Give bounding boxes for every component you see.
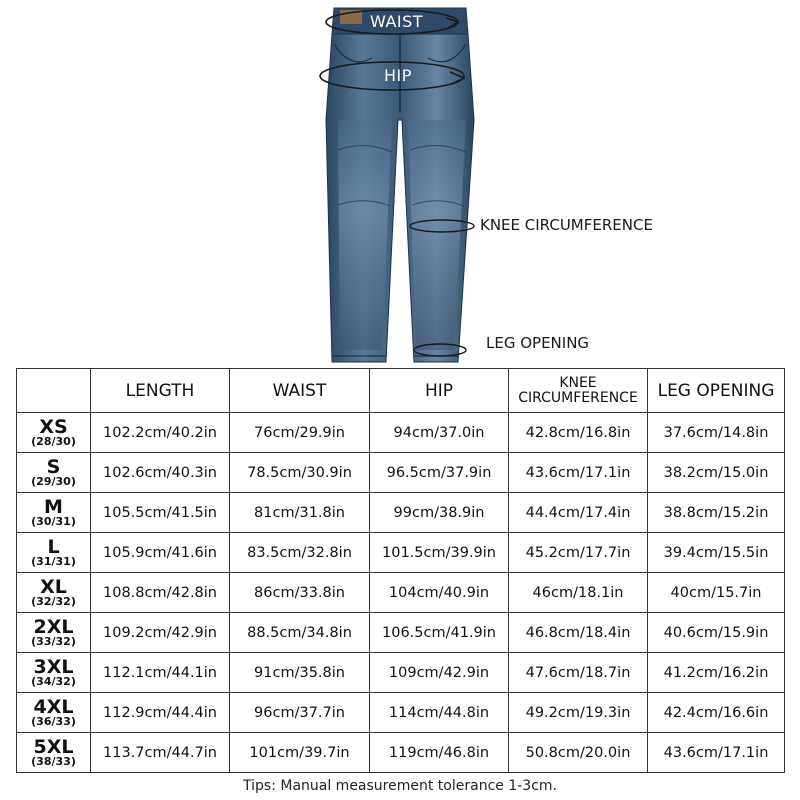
measurement-cell: 39.4cm/15.5in: [648, 533, 785, 573]
header-knee: KNEE CIRCUMFERENCE: [509, 369, 648, 413]
measurement-cell: 99cm/38.9in: [370, 493, 509, 533]
size-label: L: [47, 535, 60, 558]
measurement-cell: 40cm/15.7in: [648, 573, 785, 613]
measurement-cell: 109cm/42.9in: [370, 653, 509, 693]
table-row: [17, 613, 785, 653]
measurement-cell: 101cm/39.7in: [230, 733, 370, 773]
measurement-cell: 46cm/18.1in: [509, 573, 648, 613]
measurement-cell: 88.5cm/34.8in: [230, 613, 370, 653]
measurement-cell: 37.6cm/14.8in: [648, 413, 785, 453]
measurement-cell: 46.8cm/18.4in: [509, 613, 648, 653]
measurement-cell: 91cm/35.8in: [230, 653, 370, 693]
size-chart-table: [16, 368, 785, 773]
table-row: [17, 573, 785, 613]
measurement-cell: 44.4cm/17.4in: [509, 493, 648, 533]
measurement-cell: 94cm/37.0in: [370, 413, 509, 453]
size-cell: [17, 613, 91, 653]
size-sub-label: (29/30): [31, 474, 76, 488]
size-label: 3XL: [33, 655, 74, 678]
measurement-cell: 113.7cm/44.7in: [91, 733, 230, 773]
size-sub-label: (34/32): [31, 674, 76, 688]
table-header-row: [17, 369, 785, 413]
header-waist: WAIST: [230, 369, 370, 413]
size-cell: [17, 733, 91, 773]
size-label: 5XL: [33, 735, 74, 758]
measurement-cell: 105.9cm/41.6in: [91, 533, 230, 573]
measurement-cell: 106.5cm/41.9in: [370, 613, 509, 653]
measurement-cell: 96.5cm/37.9in: [370, 453, 509, 493]
measurement-cell: 112.1cm/44.1in: [91, 653, 230, 693]
measurement-cell: 83.5cm/32.8in: [230, 533, 370, 573]
table-row: [17, 693, 785, 733]
size-label: XL: [40, 575, 67, 598]
table-row: [17, 533, 785, 573]
measurement-cell: 119cm/46.8in: [370, 733, 509, 773]
size-cell: [17, 413, 91, 453]
table-row: [17, 493, 785, 533]
measurement-cell: 78.5cm/30.9in: [230, 453, 370, 493]
size-sub-label: (36/33): [31, 714, 76, 728]
measurement-cell: 101.5cm/39.9in: [370, 533, 509, 573]
measurement-cell: 40.6cm/15.9in: [648, 613, 785, 653]
size-label: XS: [39, 415, 68, 438]
size-sub-label: (33/32): [31, 634, 76, 648]
measurement-cell: 102.2cm/40.2in: [91, 413, 230, 453]
table-row: [17, 453, 785, 493]
size-label: 2XL: [33, 615, 74, 638]
table-row: [17, 653, 785, 693]
header-hip: HIP: [370, 369, 509, 413]
size-sub-label: (30/31): [31, 514, 76, 528]
size-cell: [17, 453, 91, 493]
size-cell: [17, 693, 91, 733]
measurement-cell: 50.8cm/20.0in: [509, 733, 648, 773]
measurement-cell: 86cm/33.8in: [230, 573, 370, 613]
measurement-cell: 108.8cm/42.8in: [91, 573, 230, 613]
size-sub-label: (28/30): [31, 434, 76, 448]
size-cell: [17, 653, 91, 693]
measurement-cell: 38.2cm/15.0in: [648, 453, 785, 493]
waist-label: WAIST: [370, 12, 424, 31]
header-leg-opening: LEG OPENING: [648, 369, 785, 413]
measurement-cell: 114cm/44.8in: [370, 693, 509, 733]
table-row: [17, 413, 785, 453]
measurement-cell: 102.6cm/40.3in: [91, 453, 230, 493]
size-sub-label: (38/33): [31, 754, 76, 768]
measurement-cell: 41.2cm/16.2in: [648, 653, 785, 693]
measurement-cell: 112.9cm/44.4in: [91, 693, 230, 733]
size-sub-label: (31/31): [31, 554, 76, 568]
size-label: S: [46, 455, 61, 478]
header-corner: [17, 369, 91, 413]
size-cell: [17, 573, 91, 613]
measurement-cell: 38.8cm/15.2in: [648, 493, 785, 533]
measurement-cell: 45.2cm/17.7in: [509, 533, 648, 573]
measurement-cell: 47.6cm/18.7in: [509, 653, 648, 693]
size-cell: [17, 533, 91, 573]
measurement-cell: 105.5cm/41.5in: [91, 493, 230, 533]
table-row: [17, 733, 785, 773]
measurement-cell: 76cm/29.9in: [230, 413, 370, 453]
measurement-cell: 43.6cm/17.1in: [648, 733, 785, 773]
tips-note: Tips: Manual measurement tolerance 1-3cm.: [243, 778, 557, 794]
size-cell: [17, 493, 91, 533]
jeans-illustration: [0, 0, 800, 368]
size-label: 4XL: [33, 695, 74, 718]
measurement-cell: 42.4cm/16.6in: [648, 693, 785, 733]
header-length: LENGTH: [91, 369, 230, 413]
size-label: M: [44, 495, 63, 518]
knee-label: KNEE CIRCUMFERENCE: [480, 216, 653, 234]
measurement-cell: 96cm/37.7in: [230, 693, 370, 733]
hip-label: HIP: [384, 66, 412, 85]
measurement-cell: 43.6cm/17.1in: [509, 453, 648, 493]
measurement-cell: 81cm/31.8in: [230, 493, 370, 533]
leg-opening-label: LEG OPENING: [486, 334, 590, 352]
measurement-cell: 109.2cm/42.9in: [91, 613, 230, 653]
measurement-cell: 104cm/40.9in: [370, 573, 509, 613]
size-sub-label: (32/32): [31, 594, 76, 608]
measurement-cell: 42.8cm/16.8in: [509, 413, 648, 453]
measurement-cell: 49.2cm/19.3in: [509, 693, 648, 733]
